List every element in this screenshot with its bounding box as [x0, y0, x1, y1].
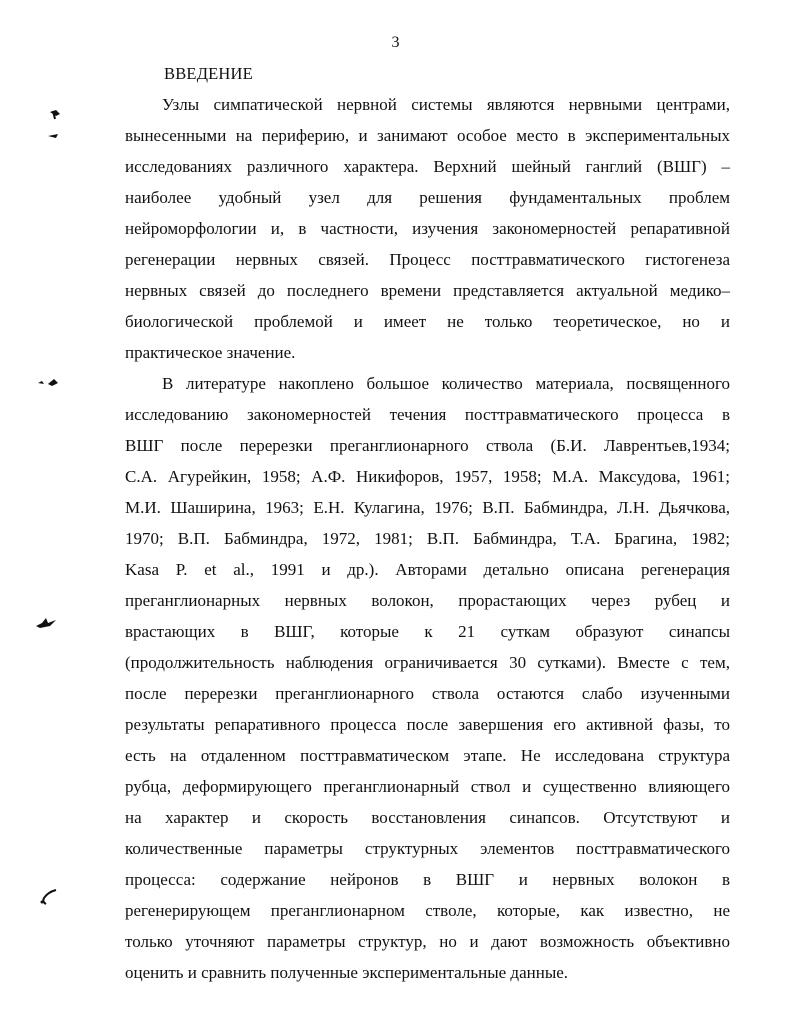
- margin-mark: [36, 886, 62, 908]
- margin-mark: [44, 106, 68, 146]
- text-line: результаты репаративного процесса после завершения его активной фазы, то: [125, 715, 730, 734]
- section-heading: ВВЕДЕНИЕ: [164, 64, 253, 83]
- text-line: вынесенными на периферию, и занимают особое место в экспериментальных: [125, 126, 730, 145]
- text-line: нейроморфологии и, в частности, изучения закономерностей репаративной: [125, 219, 730, 238]
- text-line: практическое значение.: [125, 343, 296, 362]
- text-line: С.А. Агурейкин, 1958; А.Ф. Никифоров, 1957, 1958; М.А. Максудова, 1961;: [125, 467, 730, 486]
- text-line: оценить и сравнить полученные экспериментальные данные.: [125, 963, 569, 982]
- text-line: В литературе накоплено большое количество материала, посвященного: [162, 374, 730, 393]
- text-line: регенерирующем преганглионарном стволе, которые, как известно, не: [125, 901, 730, 920]
- text-line: врастающих в ВШГ, которые к 21 суткам образуют синапсы: [125, 622, 730, 641]
- text-line: есть на отдаленном посттравматическом этапе. Не исследована структура: [125, 746, 730, 765]
- page-number: 3: [391, 34, 400, 51]
- text-line: биологической проблемой и имеет не только теоретическое, но и: [125, 312, 730, 331]
- text-line: только уточняют параметры структур, но и дают возможность объективно: [125, 932, 730, 951]
- text-line: процесса: содержание нейронов в ВШГ и нервных волокон в: [125, 870, 730, 889]
- text-line: наиболее удобный узел для решения фундаментальных проблем: [125, 188, 730, 207]
- text-line: количественные параметры структурных элементов посттравматического: [125, 839, 730, 858]
- text-line: исследованиях различного характера. Верхний шейный ганглий (ВШГ) –: [125, 157, 730, 176]
- text-line: 1970; В.П. Бабминдра, 1972, 1981; В.П. Бабминдра, Т.А. Брагина, 1982;: [125, 529, 730, 548]
- text-line: после перерезки преганглионарного ствола остаются слабо изученными: [125, 684, 730, 703]
- text-line: исследованию закономерностей течения посттравматического процесса в: [125, 405, 730, 424]
- text-line: Kasa P. et al., 1991 и др.). Авторами детально описана регенерация: [125, 560, 730, 579]
- text-line: рубца, деформирующего преганглионарный ствол и существенно влияющего: [125, 777, 730, 796]
- text-line: нервных связей до последнего времени представляется актуальной медико–: [125, 281, 730, 300]
- text-line: М.И. Шаширина, 1963; Е.Н. Кулагина, 1976; В.П. Бабминдра, Л.Н. Дьячкова,: [125, 498, 730, 517]
- text-line: (продолжительность наблюдения ограничивается 30 сутками). Вместе с тем,: [125, 653, 730, 672]
- text-line: Узлы симпатической нервной системы являются нервными центрами,: [162, 95, 730, 114]
- text-line: на характер и скорость восстановления синапсов. Отсутствуют и: [125, 808, 730, 827]
- text-line: ВШГ после перерезки преганглионарного ствола (Б.И. Лаврентьев,1934;: [125, 436, 730, 455]
- margin-mark: [36, 376, 62, 390]
- margin-mark: [34, 614, 60, 632]
- text-line: регенерации нервных связей. Процесс посттравматического гистогенеза: [125, 250, 730, 269]
- text-line: преганглионарных нервных волокон, прорастающих через рубец и: [125, 591, 730, 610]
